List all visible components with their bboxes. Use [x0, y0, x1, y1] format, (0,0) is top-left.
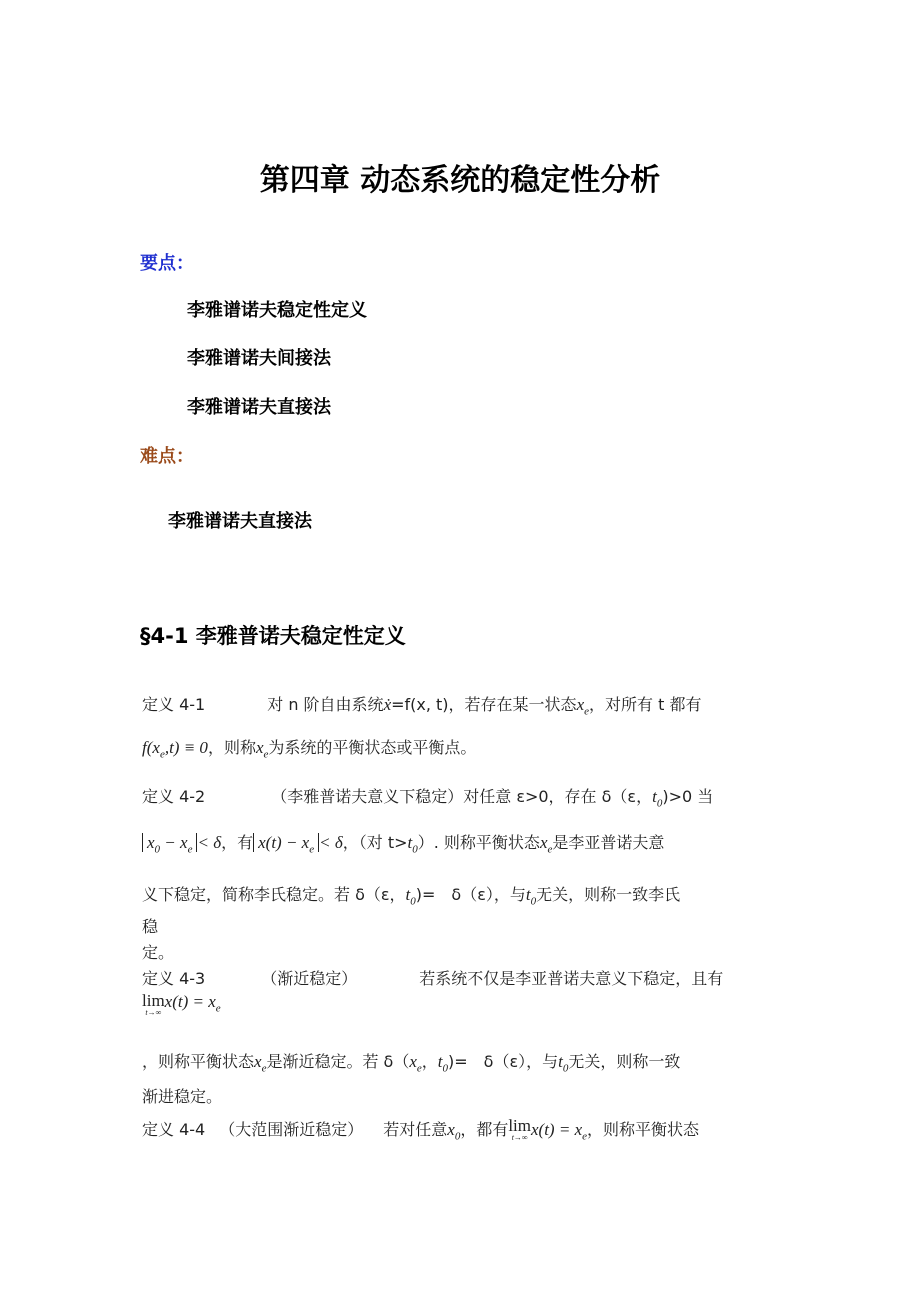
key-points-label: 要点：	[140, 253, 194, 274]
text: )>0 当	[662, 787, 714, 806]
text: 对 n 阶自由系统	[267, 695, 384, 714]
key-point-item: 李雅谱诺夫间接法	[187, 348, 331, 369]
text: 是李亚普诺夫意	[552, 833, 665, 852]
definition-4-1-cont	[142, 735, 476, 760]
math-norm: $x_0 - x_e$	[142, 833, 197, 852]
definition-4-2-cont2: 义下稳定，简称李氏稳定。若 δ（ε，$t_0)=$ δ（ε），与$t_0$无关，则称一致李氏	[142, 885, 681, 908]
key-point-item: 李雅谱诺夫直接法	[187, 397, 331, 418]
math-xe: $x_e$	[576, 695, 589, 718]
text: =f(x, t)，若存在某一状态	[391, 695, 577, 714]
math: < δ	[319, 833, 343, 852]
text: 渐进稳定。	[142, 1087, 223, 1106]
text: （大范围渐近稳定）	[219, 1120, 364, 1139]
definition-4-3	[142, 966, 723, 989]
text: 为系统的平衡状态或平衡点。	[268, 738, 477, 757]
def-label: 定义 4-1	[142, 695, 206, 714]
math-norm: $x(t) - x_e$	[253, 833, 319, 852]
math: $f(x_e,t) \equiv 0$	[142, 738, 208, 761]
def-label: 定义 4-2	[142, 787, 206, 806]
text: 无关，则称一致	[568, 1052, 681, 1071]
text: 稳	[142, 917, 159, 936]
text: )= δ（ε），与	[415, 885, 526, 904]
definition-4-3-cont: ，则称平衡状态$x_e$是渐近稳定。若 $\delta(x_e$，$t_0)=$ δ（ε），与$t_0$无关，则称一致	[142, 1052, 681, 1075]
text: ，则称平衡状态	[587, 1120, 700, 1139]
math: < δ	[197, 833, 222, 852]
text: 无关，则称一致李氏	[536, 885, 681, 904]
definition-4-4: 定义 4-4 （大范围渐近稳定） 若对任意$x_0$，都有lim t→∞ $x(t) = x_e$，则称平衡状态	[142, 1116, 700, 1143]
math-xe: $x_e$	[255, 738, 269, 761]
text: （渐近稳定）	[261, 969, 358, 988]
text: ，有	[221, 833, 254, 852]
text: 若对任意	[383, 1120, 448, 1139]
difficulty-item: 李雅谱诺夫直接法	[168, 511, 312, 532]
math: ẋ	[383, 695, 392, 714]
key-point-item: 李雅谱诺夫稳定性定义	[187, 300, 367, 321]
text: ，都有	[460, 1120, 509, 1139]
limit-expression: lim t→∞ $x(t) = x_e$	[142, 991, 221, 1017]
definition-4-2-cont: $x_0 - x_e < \delta$，有 $x(t) - x_e < \delta$，（对 $t>t_0$）. 则称平衡状态$x_e$是李亚普诺夫意	[142, 830, 664, 855]
text: ，则称平衡状态	[142, 1052, 255, 1071]
definition-4-1	[142, 692, 701, 717]
text: )= δ（ε），与	[448, 1052, 559, 1071]
text: ，（对 t>	[342, 833, 408, 852]
definition-4-2: 定义 4-2 （李雅普诺夫意义下稳定）对任意 ε>0，存在 δ（ε，$t_0)>0$ 当	[142, 787, 714, 810]
difficulties-label: 难点：	[140, 446, 194, 467]
text: （李雅普诺夫意义下稳定）对任意 ε>0，存在 δ（ε，	[271, 787, 653, 806]
section-heading: §4-1 李雅普诺夫稳定性定义	[140, 624, 406, 648]
text: 若系统不仅是李亚普诺夫意义下稳定，且有	[419, 969, 724, 988]
text: 是渐近稳定。若 δ（	[266, 1052, 410, 1071]
page-title: 第四章 动态系统的稳定性分析	[259, 163, 661, 198]
def-label: 定义 4-4	[142, 1120, 206, 1139]
text: ）. 则称平衡状态	[417, 833, 540, 852]
text: ，对所有 t 都有	[589, 695, 702, 714]
text: 义下稳定，简称李氏稳定。若 δ（ε，	[142, 885, 406, 904]
def-label: 定义 4-3	[142, 969, 206, 988]
text: ，则称	[207, 738, 256, 757]
text: 定。	[142, 943, 175, 962]
